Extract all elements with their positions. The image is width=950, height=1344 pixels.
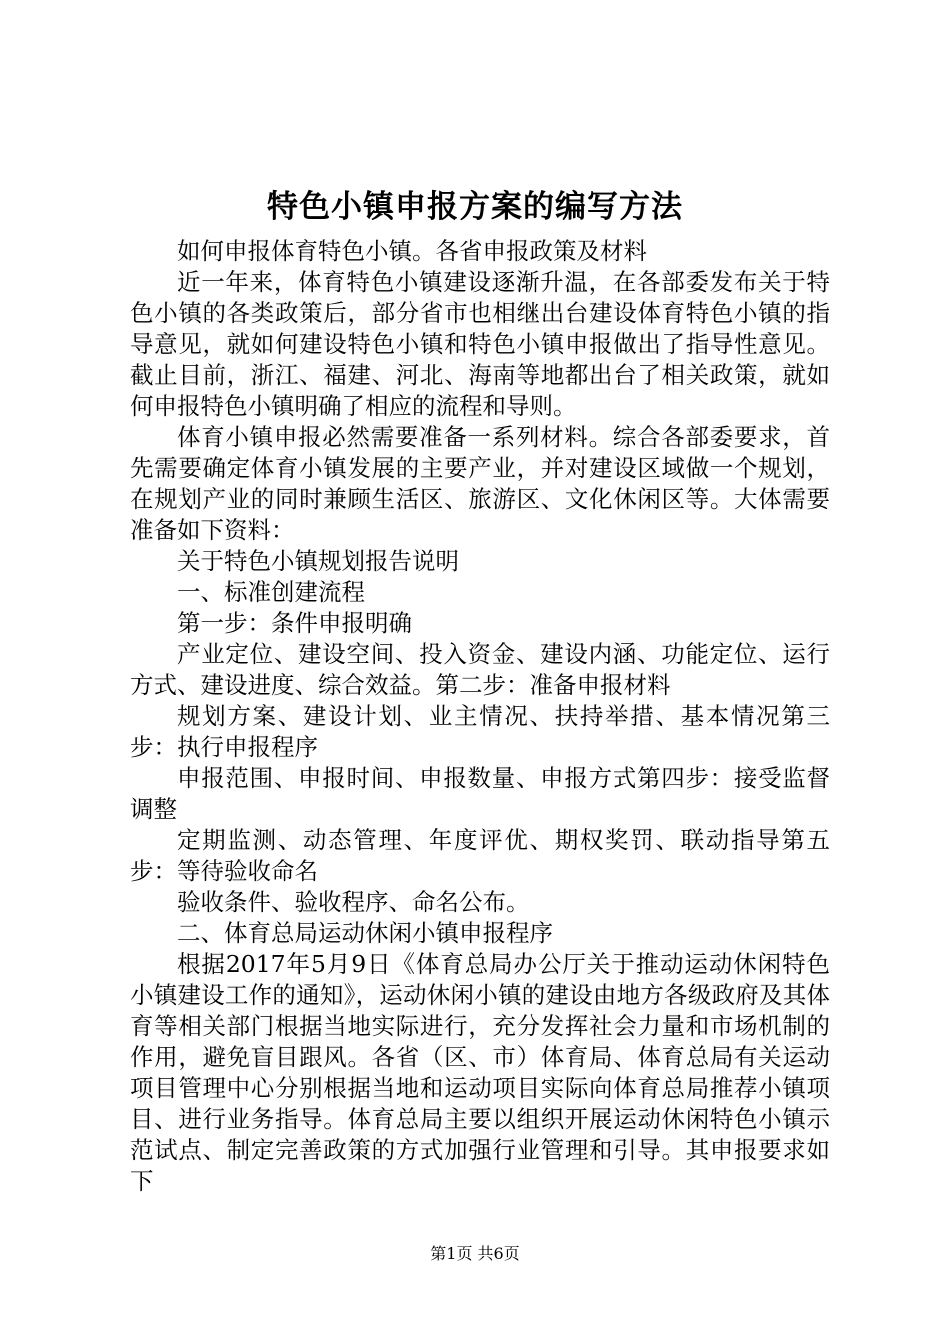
paragraph: 近一年来，体育特色小镇建设逐渐升温，在各部委发布关于特色小镇的各类政策后，部分省市也相继出台建设体育特色小镇的指导意见，就如何建设特色小镇和特色小镇申报做出了指导性意见。截止目前，浙江、福建、河北、海南等地都出台了相关政策，就如何申报特色小镇明确了相应的流程和导则。 [130, 268, 830, 420]
paragraph: 关于特色小镇规划报告说明 [177, 547, 459, 575]
paragraph: 定期监测、动态管理、年度评优、期权奖罚、联动指导第五步：等待验收命名 [130, 826, 830, 885]
section-heading: 一、标准创建流程 [177, 578, 365, 606]
paragraph: 如何申报体育特色小镇。各省申报政策及材料 [177, 237, 647, 265]
paragraph: 规划方案、建设计划、业主情况、扶持举措、基本情况第三步：执行申报程序 [130, 702, 830, 761]
paragraph: 申报范围、申报时间、申报数量、申报方式第四步：接受监督调整 [130, 764, 830, 823]
document-body [130, 236, 830, 1197]
paragraph: 根据2017年5月9日《体育总局办公厅关于推动运动休闲特色小镇建设工作的通知》，运动休闲小镇的建设由地方各级政府及其体育等相关部门根据当地实际进行，充分发挥社会力量和市场机制的作用，避免盲目跟风。各省（区、市）体育局、体育总局有关运动项目管理中心分别根据当地和运动项目实际向体育总局推荐小镇项目、进行业务指导。体育总局主要以组织开展运动休闲特色小镇示范试点、制定完善政策的方式加强行业管理和引导。其申报要求如下 [130, 950, 830, 1195]
section-heading: 二、体育总局运动休闲小镇申报程序 [177, 919, 553, 947]
paragraph: 体育小镇申报必然需要准备一系列材料。综合各部委要求，首先需要确定体育小镇发展的主要产业，并对建设区域做一个规划，在规划产业的同时兼顾生活区、旅游区、文化休闲区等。大体需要准备如下资料： [130, 423, 830, 544]
page-number-footer: 第1页 共6页 [430, 1244, 520, 1263]
document-title: 特色小镇申报方案的编写方法 [267, 189, 683, 225]
paragraph: 产业定位、建设空间、投入资金、建设内涵、功能定位、运行方式、建设进度、综合效益。第二步：准备申报材料 [130, 640, 830, 699]
paragraph: 第一步：条件申报明确 [177, 609, 412, 637]
paragraph: 验收条件、验收程序、命名公布。 [177, 888, 530, 916]
